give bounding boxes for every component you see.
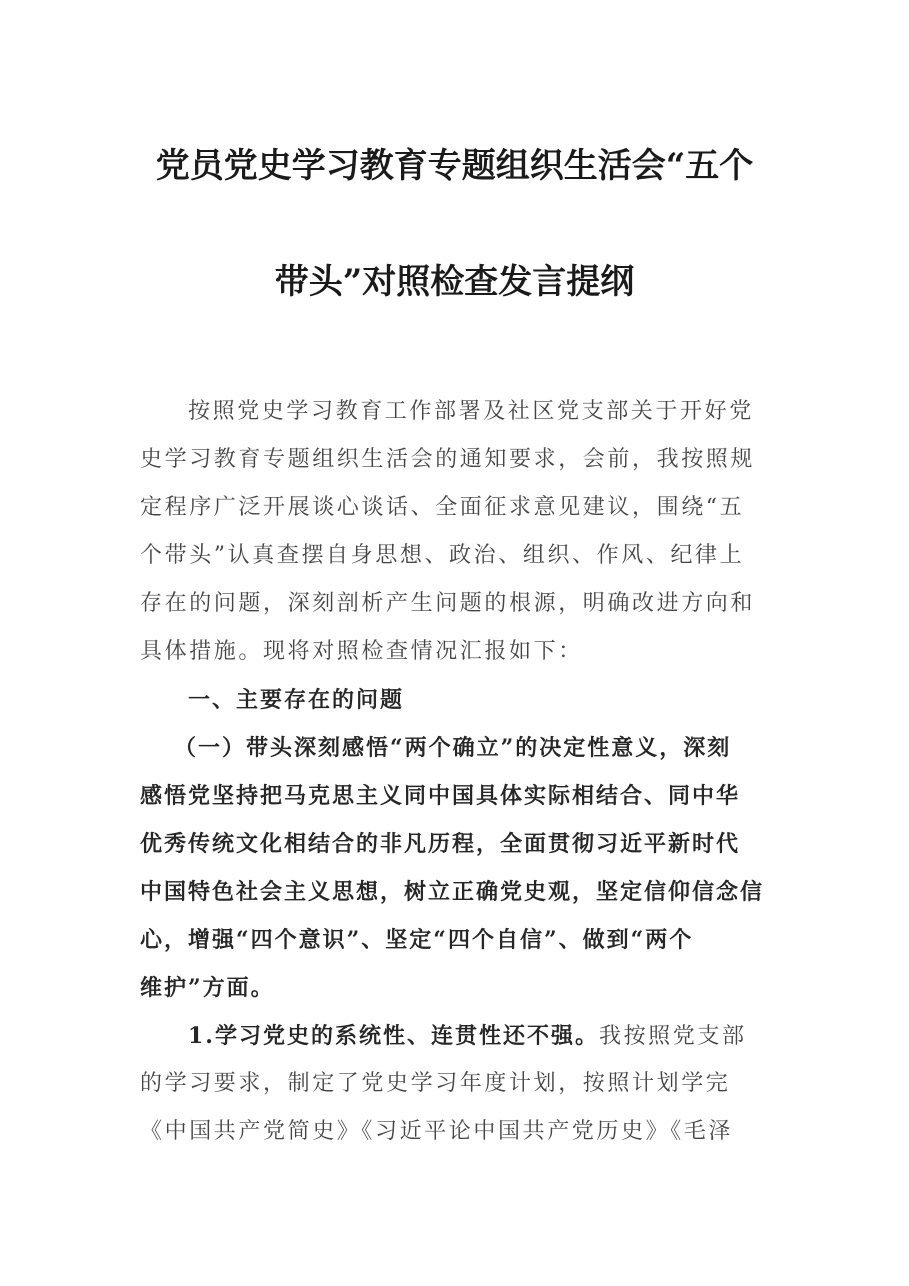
intro-line: 存在的问题，深刻剖析产生问题的根源，明确改进方向和 bbox=[140, 591, 756, 616]
point-1-line: 的学习要求，制定了党史学习年度计划，按照计划学完 bbox=[140, 1071, 731, 1096]
intro-line: 具体措施。现将对照检查情况汇报如下： bbox=[140, 639, 583, 664]
subsection-line: 维护”方面。 bbox=[140, 975, 275, 1001]
section-heading: 一、主要存在的问题 bbox=[188, 687, 405, 713]
subsection-line: 感悟党坚持把马克思主义同中国具体实际相结合、同中华 bbox=[140, 783, 741, 809]
intro-line: 史学习教育专题组织生活会的通知要求，会前，我按照规 bbox=[140, 447, 756, 472]
subsection-line: 优秀传统文化相结合的非凡历程，全面贯彻习近平新时代 bbox=[140, 831, 741, 857]
document-title-line-1: 党员党史学习教育专题组织生活会“五个 bbox=[155, 146, 754, 186]
subsection-line: 中国特色社会主义思想，树立正确党史观，坚定信仰信念信 bbox=[140, 879, 765, 905]
subsection-line: 心，增强“四个意识”、坚定“四个自信”、做到“两个 bbox=[140, 927, 694, 953]
point-1-line: 《中国共产党简史》《习近平论中国共产党历史》《毛泽 bbox=[140, 1119, 734, 1144]
document-title-line-2: 带头”对照检查发言提纲 bbox=[274, 262, 635, 302]
intro-line: 个带头”认真查摆自身思想、政治、组织、作风、纪律上 bbox=[140, 543, 745, 568]
point-1-rest: 我按照党支部 bbox=[598, 1024, 747, 1049]
intro-line: 按照党史学习教育工作部署及社区党支部关于开好党 bbox=[188, 399, 754, 424]
point-1-lead: 1.学习党史的系统性、连贯性还不强。 bbox=[188, 1023, 599, 1049]
subsection-line: （一）带头深刻感悟“两个确立”的决定性意义，深刻 bbox=[174, 735, 732, 761]
intro-line: 定程序广泛开展谈心谈话、全面征求意见建议，围绕“五 bbox=[140, 495, 745, 520]
point-1-first-line bbox=[140, 1012, 818, 1061]
